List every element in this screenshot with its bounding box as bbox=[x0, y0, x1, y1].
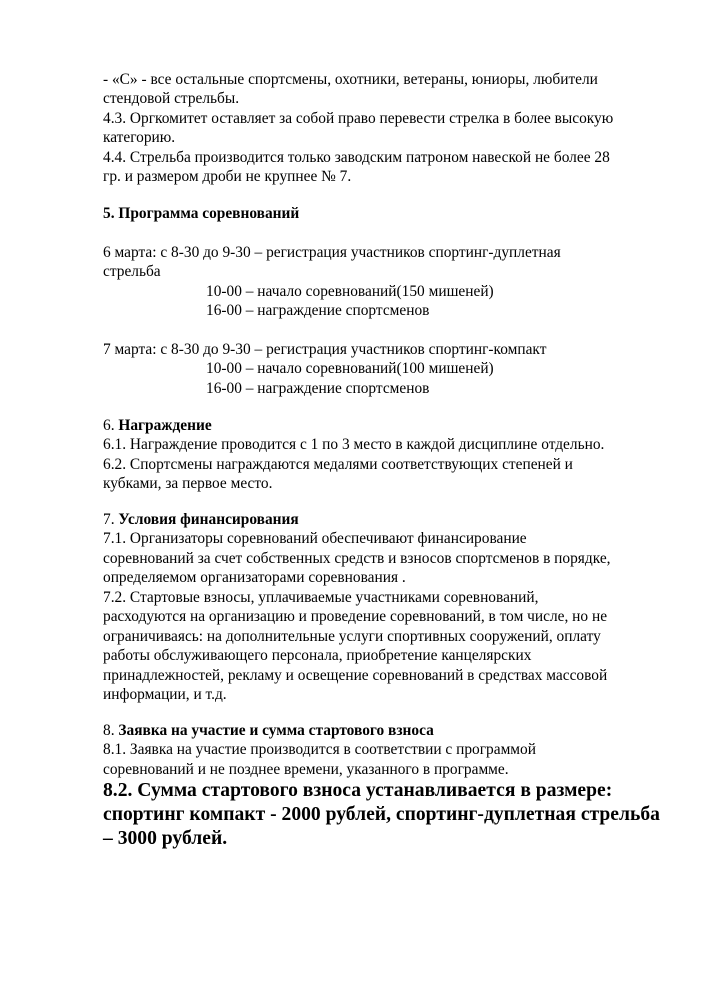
paragraph-8-2: 8.2. Сумма стартового взноса устанавливается в размере: bbox=[103, 780, 613, 801]
section-8-heading bbox=[103, 721, 434, 741]
paragraph-8-1: 8.1. Заявка на участие производится в соответствии с программой bbox=[103, 741, 536, 758]
section-5-heading: 5. Программа соревнований bbox=[103, 205, 300, 222]
paragraph-6-2: 6.2. Спортсмены награждаются медалями соответствующих степеней и bbox=[103, 456, 573, 473]
schedule-day1-registration: 6 марта: с 8-30 до 9-30 – регистрация участников спортинг-дуплетная bbox=[103, 244, 561, 261]
schedule-day1-registration-cont: стрельба bbox=[103, 263, 161, 280]
paragraph-8-1-cont: соревнований и не позднее времени, указанного в программе. bbox=[103, 761, 509, 778]
paragraph-7-2-cont4: принадлежностей, рекламу и освещение соревнований в средствах массовой bbox=[103, 667, 608, 684]
paragraph-7-2: 7.2. Стартовые взносы, уплачиваемые участниками соревнований, bbox=[103, 589, 539, 606]
section-7-title: Условия финансирования bbox=[118, 511, 299, 528]
category-c-line-cont: стендовой стрельбы. bbox=[103, 90, 240, 107]
paragraph-4-3-cont: категорию. bbox=[103, 129, 176, 146]
paragraph-7-2-cont: расходуются на организацию и проведение соревнований, в том числе, но не bbox=[103, 608, 608, 625]
paragraph-6-1: 6.1. Награждение проводится с 1 по 3 место в каждой дисциплине отдельно. bbox=[103, 436, 605, 453]
paragraph-4-4-cont: гр. и размером дроби не крупнее № 7. bbox=[103, 168, 352, 185]
section-6-heading bbox=[103, 416, 212, 436]
paragraph-7-1-cont2: определяемом организаторами соревнования . bbox=[103, 569, 406, 586]
paragraph-8-2-cont: спортинг компакт - 2000 рублей, спортинг-дуплетная стрельба bbox=[103, 804, 660, 825]
paragraph-6-2-cont: кубками, за первое место. bbox=[103, 475, 273, 492]
paragraph-7-2-cont3: работы обслуживающего персонала, приобретение канцелярских bbox=[103, 647, 532, 664]
paragraph-7-2-cont5: информации, и т.д. bbox=[103, 686, 227, 703]
section-6-number: 6. bbox=[103, 417, 119, 434]
schedule-day1-awards: 16-00 – награждение спортсменов bbox=[206, 302, 430, 319]
section-7-heading bbox=[103, 510, 299, 530]
paragraph-7-1: 7.1. Организаторы соревнований обеспечивают финансирование bbox=[103, 530, 527, 547]
paragraph-8-2-cont2: – 3000 рублей. bbox=[103, 828, 228, 849]
paragraph-7-1-cont: соревнований за счет собственных средств и взносов спортсменов в порядке, bbox=[103, 550, 611, 567]
paragraph-4-3: 4.3. Оргкомитет оставляет за собой право перевести стрелка в более высокую bbox=[103, 110, 614, 127]
schedule-day2-start: 10-00 – начало соревнований(100 мишеней) bbox=[206, 360, 494, 377]
schedule-day1-start: 10-00 – начало соревнований(150 мишеней) bbox=[206, 283, 494, 300]
schedule-day2-registration: 7 марта: с 8-30 до 9-30 – регистрация участников спортинг-компакт bbox=[103, 341, 547, 358]
section-8-title: Заявка на участие и сумма стартового взноса bbox=[118, 722, 434, 739]
paragraph-4-4: 4.4. Стрельба производится только заводским патроном навеской не более 28 bbox=[103, 149, 610, 166]
schedule-day2-awards: 16-00 – награждение спортсменов bbox=[206, 380, 430, 397]
category-c-line: - «С» - все остальные спортсмены, охотники, ветераны, юниоры, любители bbox=[103, 71, 598, 88]
paragraph-7-2-cont2: ограничиваясь: на дополнительные услуги спортивных сооружений, оплату bbox=[103, 628, 601, 645]
section-8-number: 8. bbox=[103, 722, 119, 739]
section-7-number: 7. bbox=[103, 511, 119, 528]
section-6-title: Награждение bbox=[118, 417, 212, 434]
